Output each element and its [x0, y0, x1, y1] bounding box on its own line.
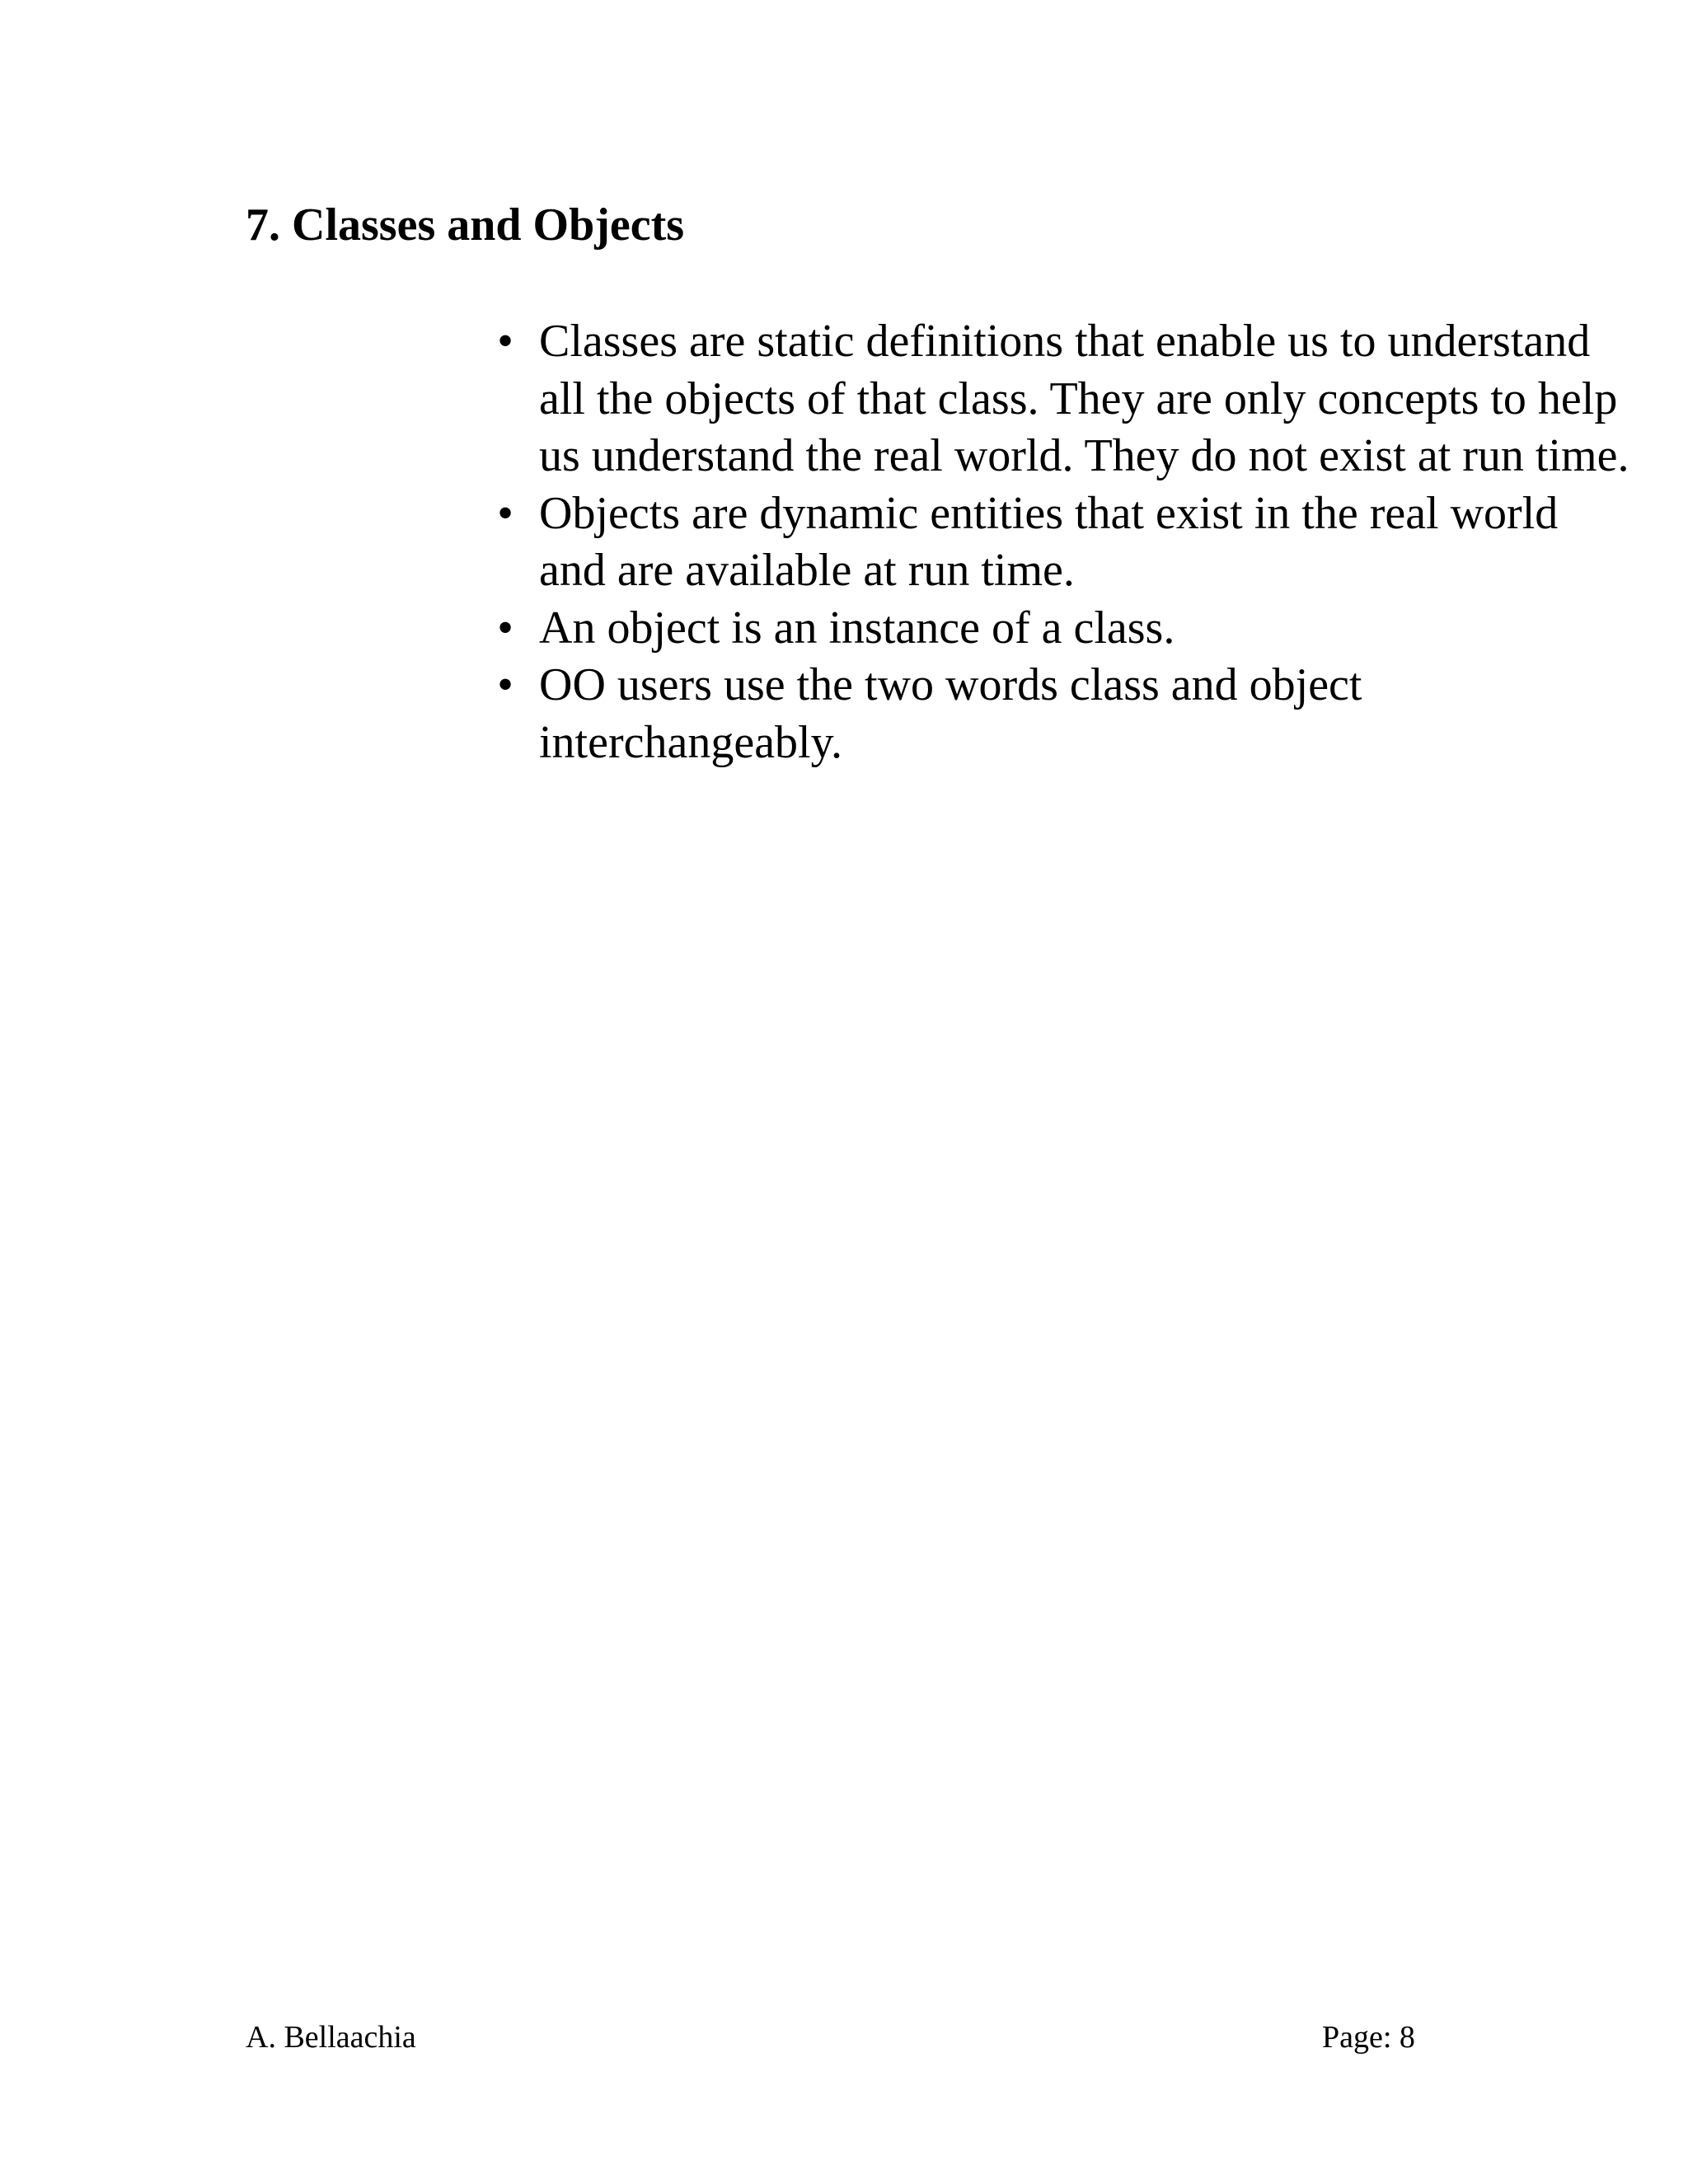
list-item-text: Classes are static definitions that enable us to understand all the objects of that class. They are only concepts to help us understand the real world. They do not exist at run time. [539, 316, 1629, 481]
bullet-icon: • [497, 487, 513, 539]
list-item-text: An object is an instance of a class. [539, 602, 1175, 654]
footer-author: A. Bellaachia [246, 2020, 416, 2055]
list-item [497, 657, 1635, 771]
list-item-text: Objects are dynamic entities that exist in the real world and are available at run time. [539, 487, 1559, 596]
section-heading: 7. Classes and Objects [246, 199, 685, 251]
bullet-icon: • [497, 659, 513, 710]
footer-page-number: Page: 8 [1322, 2020, 1415, 2055]
bullet-icon: • [497, 316, 513, 367]
list-item [497, 313, 1635, 485]
bullet-list [497, 313, 1635, 771]
list-item-text: OO users use the two words class and object interchangeably. [539, 659, 1362, 768]
list-item [497, 485, 1635, 600]
list-item [497, 600, 1635, 658]
bullet-icon: • [497, 602, 513, 654]
